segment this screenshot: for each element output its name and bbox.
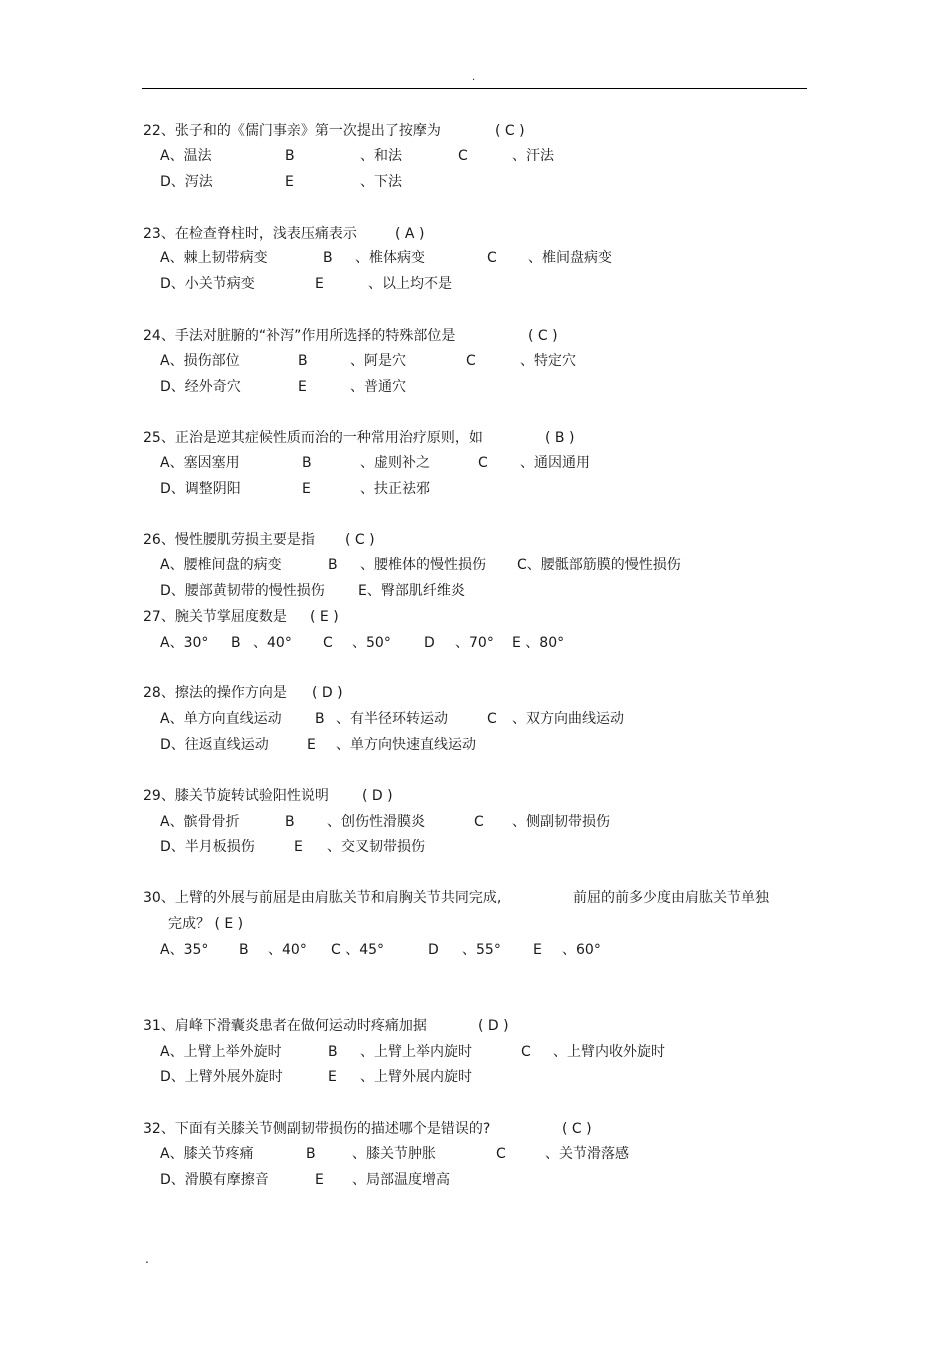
q31-option-e-letter: E (328, 1069, 337, 1085)
q29-option-c: 、侧副韧带损伤 (512, 814, 610, 830)
q32-option-a: A、膝关节疼痛 (160, 1146, 254, 1162)
q25-option-e: 、扶正祛邪 (360, 481, 430, 497)
q31-option-a: A、上臂上举外旋时 (160, 1044, 282, 1060)
q31-option-c: 、上臂内收外旋时 (553, 1044, 665, 1060)
q24-option-a: A、损伤部位 (160, 353, 240, 369)
header-rule (142, 88, 807, 89)
q22-option-e-letter: E (285, 174, 294, 190)
q30-option-a: A、35° (160, 942, 209, 958)
q25-option-d: D、调整阴阳 (160, 481, 241, 497)
q23-option-e: 、以上均不是 (368, 276, 452, 292)
q23-option-b: 、椎体病变 (355, 250, 425, 266)
q26-stem: 26、慢性腰肌劳损主要是指 (143, 532, 315, 548)
q23-answer: ( A ) (395, 226, 425, 242)
q29-option-c-letter: C (474, 814, 484, 830)
q29-stem: 29、膝关节旋转试验阳性说明 (143, 788, 329, 804)
q22-option-a: A、温法 (160, 148, 212, 164)
q31-option-b: 、上臂上举内旋时 (360, 1044, 472, 1060)
q27-option-e: E 、80° (512, 635, 565, 651)
q25-option-b-letter: B (302, 455, 312, 471)
q31-stem: 31、肩峰下滑囊炎患者在做何运动时疼痛加据 (143, 1018, 427, 1034)
q29-option-a: A、髌骨骨折 (160, 814, 240, 830)
q30-stem-line2: 完成？ ( E ) (168, 916, 244, 932)
q30-option-d-letter: D (428, 942, 439, 958)
q25-answer: ( B ) (545, 430, 575, 446)
q29-option-e: 、交叉韧带损伤 (327, 839, 425, 855)
q24-option-e: 、普通穴 (350, 379, 406, 395)
q27-option-c-letter: C (323, 635, 333, 651)
q23-option-e-letter: E (315, 276, 324, 292)
footer-dot: . (145, 1252, 149, 1266)
q28-answer: ( D ) (312, 685, 343, 701)
q29-answer: ( D ) (362, 788, 393, 804)
q24-option-c: 、特定穴 (520, 353, 576, 369)
q23-option-c: 、椎间盘病变 (528, 250, 612, 266)
q28-option-c: 、双方向曲线运动 (512, 711, 624, 727)
q24-option-c-letter: C (466, 353, 476, 369)
q29-option-d: D、半月板损伤 (160, 839, 255, 855)
q22-answer: ( C ) (495, 123, 525, 139)
q29-option-b: 、创伤性滑膜炎 (327, 814, 425, 830)
q24-option-d: D、经外奇穴 (160, 379, 241, 395)
q22-option-c-letter: C (458, 148, 468, 164)
q30-option-b: 、40° (268, 942, 307, 958)
q23-option-d: D、小关节病变 (160, 276, 255, 292)
q32-option-e-letter: E (315, 1172, 324, 1188)
q31-option-d: D、上臂外展外旋时 (160, 1069, 283, 1085)
q27-answer: ( E ) (310, 609, 339, 625)
q24-option-b: 、阿是穴 (350, 353, 406, 369)
q26-option-d: D、腰部黄韧带的慢性损伤 (160, 583, 325, 599)
q32-answer: ( C ) (562, 1121, 592, 1137)
q25-option-a: A、塞因塞用 (160, 455, 240, 471)
q27-option-b-letter: B (231, 635, 241, 651)
q28-option-e: 、单方向快速直线运动 (336, 737, 476, 753)
q30-option-e-letter: E (533, 942, 542, 958)
q30-stem-line1: 30、上臂的外展与前屈是由肩肱关节和肩胸关节共同完成, (143, 890, 502, 906)
q31-option-b-letter: B (328, 1044, 338, 1060)
q27-option-a: A、30° (160, 635, 209, 651)
q22-stem: 22、张子和的《儒门事亲》第一次提出了按摩为 (143, 123, 441, 139)
q32-option-b: 、膝关节肿胀 (352, 1146, 436, 1162)
q29-option-e-letter: E (294, 839, 303, 855)
q24-option-b-letter: B (298, 353, 308, 369)
q26-option-e: E、臀部肌纤维炎 (358, 583, 465, 599)
q28-option-a: A、单方向直线运动 (160, 711, 282, 727)
q22-option-d: D、泻法 (160, 174, 213, 190)
q27-stem: 27、腕关节掌屈度数是 (143, 609, 287, 625)
q27-option-d-letter: D (424, 635, 435, 651)
q27-option-d: 、70° (455, 635, 494, 651)
q24-answer: ( C ) (528, 328, 558, 344)
q27-option-b: 、40° (253, 635, 292, 651)
q22-option-c: 、汗法 (512, 148, 554, 164)
q29-option-b-letter: B (285, 814, 295, 830)
q32-option-c: 、关节滑落感 (545, 1146, 629, 1162)
q23-option-b-letter: B (323, 250, 333, 266)
q31-option-e: 、上臂外展内旋时 (360, 1069, 472, 1085)
q32-option-b-letter: B (306, 1146, 316, 1162)
q32-option-d: D、滑膜有摩擦音 (160, 1172, 269, 1188)
q28-option-b: 、有半径环转运动 (336, 711, 448, 727)
q31-option-c-letter: C (521, 1044, 531, 1060)
q32-option-c-letter: C (496, 1146, 506, 1162)
q26-option-c: C、腰骶部筋膜的慢性损伤 (517, 557, 681, 573)
q30-option-b-letter: B (239, 942, 249, 958)
q25-stem: 25、正治是逆其症候性质而治的一种常用治疗原则，如 (143, 430, 483, 446)
q31-answer: ( D ) (478, 1018, 509, 1034)
q32-stem: 32、下面有关膝关节侧副韧带损伤的描述哪个是错误的? (143, 1121, 491, 1137)
q25-option-c: 、通因通用 (520, 455, 590, 471)
q30-option-c: C 、45° (331, 942, 385, 958)
q23-option-c-letter: C (487, 250, 497, 266)
q28-option-d: D、往返直线运动 (160, 737, 269, 753)
q30-option-e: 、60° (562, 942, 601, 958)
q24-option-e-letter: E (298, 379, 307, 395)
q28-option-b-letter: B (315, 711, 325, 727)
q25-option-c-letter: C (478, 455, 488, 471)
q28-option-c-letter: C (487, 711, 497, 727)
q26-answer: ( C ) (345, 532, 375, 548)
q30-stem-line1-end: 前屈的前多少度由肩肱关节单独 (573, 890, 769, 906)
q27-option-c: 、50° (352, 635, 391, 651)
q28-stem: 28、擦法的操作方向是 (143, 685, 287, 701)
q25-option-b: 、虚则补之 (360, 455, 430, 471)
q23-option-a: A、棘上韧带病变 (160, 250, 268, 266)
q32-option-e: 、局部温度增高 (352, 1172, 450, 1188)
q23-stem: 23、在检查脊柱时，浅表压痛表示 (143, 226, 357, 242)
q28-option-e-letter: E (307, 737, 316, 753)
header-dot: . (472, 72, 476, 83)
q30-option-d: 、55° (462, 942, 501, 958)
q26-option-b: 、腰椎体的慢性损伤 (360, 557, 486, 573)
q22-option-e: 、下法 (360, 174, 402, 190)
q26-option-a: A、腰椎间盘的病变 (160, 557, 282, 573)
q22-option-b: 、和法 (360, 148, 402, 164)
q25-option-e-letter: E (302, 481, 311, 497)
q22-option-b-letter: B (285, 148, 295, 164)
q24-stem: 24、手法对脏腑的“补泻”作用所选择的特殊部位是 (143, 328, 456, 344)
q26-option-b-letter: B (328, 557, 338, 573)
